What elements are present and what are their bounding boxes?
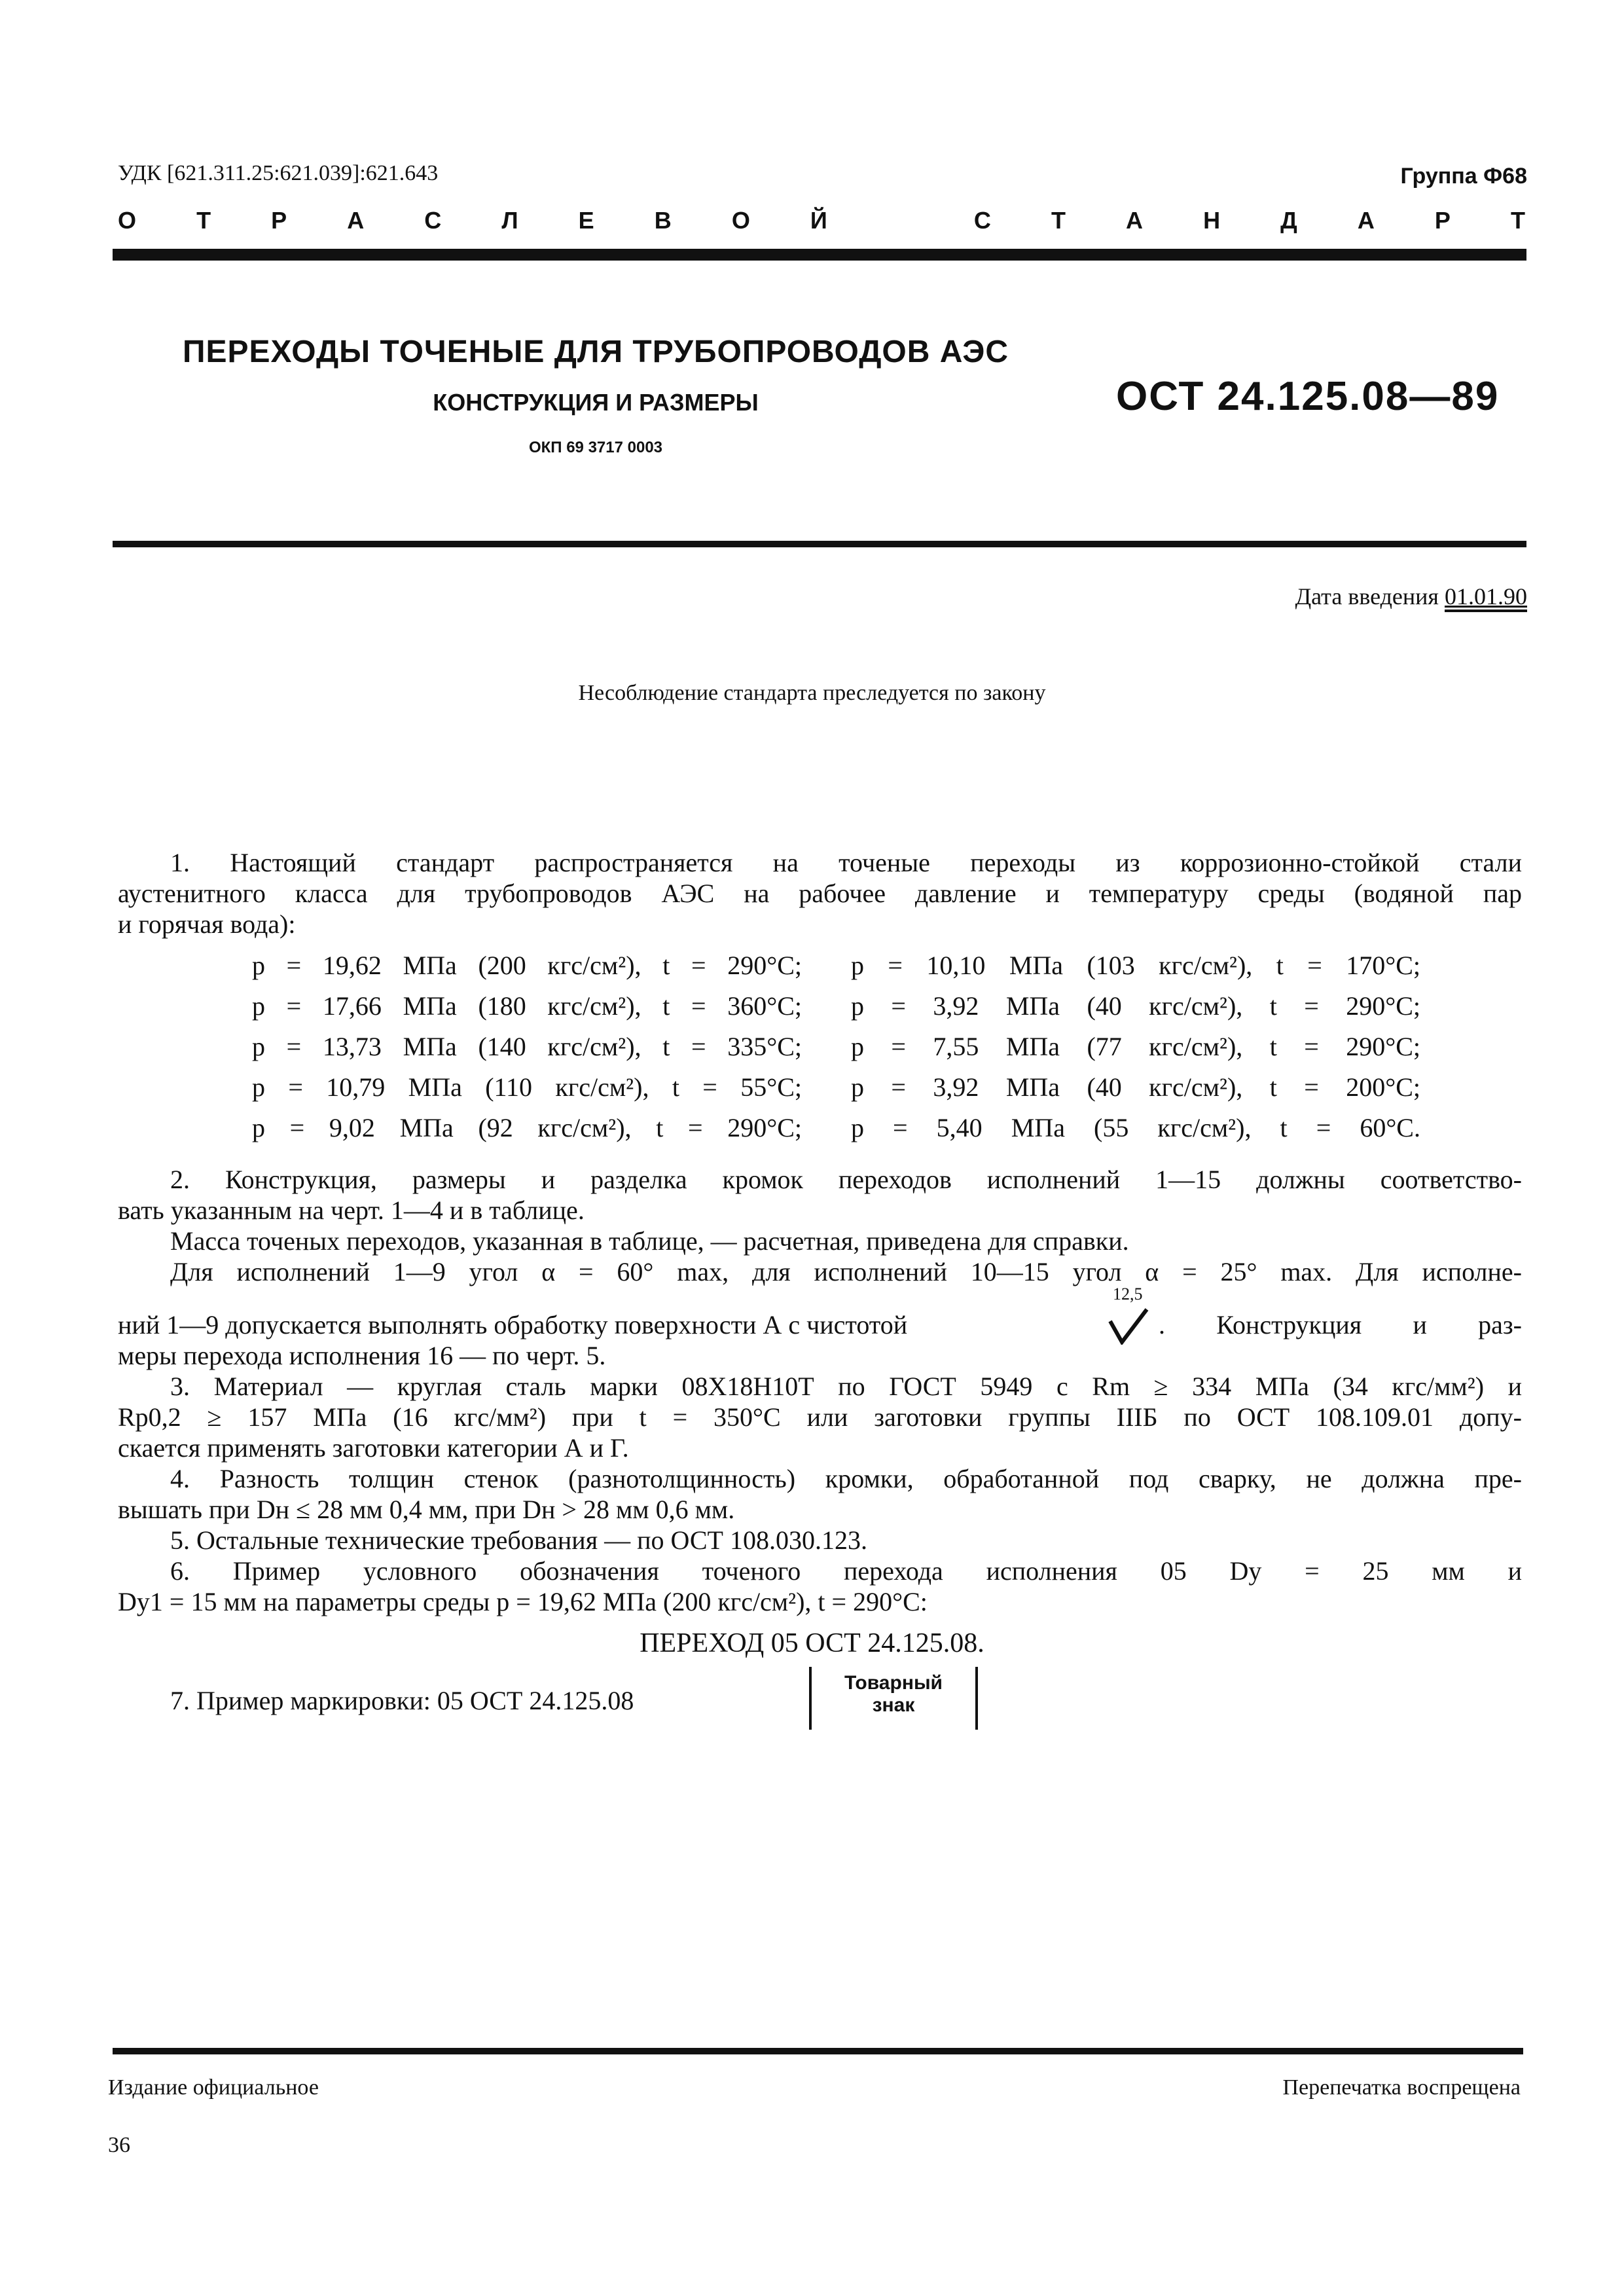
section-1-line: и горячая вода): (118, 909, 296, 939)
parameter-row: p = 3,92 МПа (40 кгс/см²), t = 290°С; (851, 991, 1420, 1021)
section-1-line: аустенитного класса для трубопроводов АЭС на рабочее давление и температуру среды (водяной пар (118, 879, 1522, 908)
document-subtitle: КОНСТРУКЦИЯ И РАЗМЕРЫ (433, 389, 759, 416)
official-edition-label: Издание официальное (108, 2075, 319, 2100)
page-number: 36 (108, 2133, 130, 2157)
banner-letter: О (118, 207, 137, 234)
parameter-row: p = 5,40 МПа (55 кгс/см²), t = 60°С. (851, 1113, 1420, 1142)
banner-letter: Н (1203, 207, 1221, 234)
banner-gap (888, 207, 914, 234)
banner-letter: Р (271, 207, 287, 234)
banner-letter: Т (196, 207, 211, 234)
banner-letter: Р (1434, 207, 1451, 234)
parameter-row: p = 17,66 МПа (180 кгс/см²), t = 360°С; (252, 991, 802, 1021)
banner-letter: О (731, 207, 750, 234)
date-value: 01.01.90 (1445, 583, 1527, 612)
banner-letter: В (654, 207, 672, 234)
trademark-line: Товарный (844, 1672, 943, 1694)
parameter-row: p = 10,79 МПа (110 кгс/см²), t = 55°С; (252, 1072, 802, 1102)
introduction-date (1295, 583, 1527, 610)
trademark-box (809, 1667, 978, 1730)
group-code: Группа Ф68 (1400, 164, 1527, 189)
section-2-line: вать указанным на черт. 1—4 и в таблице. (118, 1195, 585, 1225)
parameters-right-column (851, 945, 1420, 1148)
banner-letter: Т (1511, 207, 1525, 234)
banner-letter: Д (1280, 207, 1297, 234)
section-2-line: меры перехода исполнения 16 — по черт. 5. (118, 1341, 606, 1370)
section-5-line: 5. Остальные технические требования — по ОСТ 108.030.123. (170, 1525, 867, 1555)
legal-notice: Несоблюдение стандарта преследуется по закону (578, 681, 1046, 705)
parameter-row: p = 19,62 МПа (200 кгс/см²), t = 290°С; (252, 951, 802, 980)
date-label: Дата введения (1295, 583, 1439, 610)
header-rule (113, 249, 1526, 261)
surface-roughness-check-icon (1106, 1307, 1152, 1345)
section-3-line: 3. Материал — круглая сталь марки 08Х18Н10Т по ГОСТ 5949 с Rm ≥ 334 МПа (34 кгс/мм²) и (170, 1372, 1522, 1401)
section-6-line: Dу1 = 15 мм на параметры среды p = 19,62 МПа (200 кгс/см²), t = 290°С: (118, 1587, 928, 1616)
document-title: ПЕРЕХОДЫ ТОЧЕНЫЕ ДЛЯ ТРУБОПРОВОДОВ АЭС (182, 335, 1009, 369)
section-1-line: 1. Настоящий стандарт распространяется на точеные переходы из коррозионно-стойкой стали (170, 848, 1522, 877)
banner-letter: Й (810, 207, 827, 234)
section-3-line: Rp0,2 ≥ 157 МПа (16 кгс/мм²) при t = 350°С или заготовки группы IIIБ по ОСТ 108.109.01 допу- (118, 1402, 1522, 1432)
parameters-left-column (252, 945, 802, 1148)
banner-letter: Т (1051, 207, 1066, 234)
udk-code: УДК [621.311.25:621.039]:621.643 (118, 161, 439, 185)
section-2-line: ний 1—9 допускается выполнять обработку поверхности А с чистотой (118, 1310, 908, 1339)
okp-code: ОКП 69 3717 0003 (528, 439, 663, 456)
standard-banner (118, 207, 1525, 234)
footer-rule (113, 2048, 1523, 2054)
parameter-row: p = 9,02 МПа (92 кгс/см²), t = 290°С; (252, 1113, 802, 1142)
banner-letter: А (347, 207, 365, 234)
parameter-row: p = 3,92 МПа (40 кгс/см²), t = 200°С; (851, 1072, 1420, 1102)
designation-example: ПЕРЕХОД 05 ОСТ 24.125.08. (640, 1628, 984, 1658)
parameter-row: p = 10,10 МПа (103 кгс/см²), t = 170°С; (851, 951, 1420, 980)
parameter-row: p = 7,55 МПа (77 кгс/см²), t = 290°С; (851, 1032, 1420, 1061)
title-rule (113, 541, 1526, 547)
banner-letter: Е (578, 207, 594, 234)
banner-letter: А (1126, 207, 1144, 234)
standard-code: ОСТ 24.125.08—89 (1116, 374, 1500, 419)
section-2-line-end: . Конструкция и раз- (1159, 1310, 1522, 1339)
reprint-prohibited-label: Перепечатка воспрещена (1282, 2075, 1521, 2100)
banner-letter: Л (501, 207, 518, 234)
section-2-line: 2. Конструкция, размеры и разделка кромок переходов исполнений 1—15 должны соответство- (170, 1165, 1522, 1194)
section-2-line: Для исполнений 1—9 угол α = 60° max, для исполнений 10—15 угол α = 25° max. Для исполне- (170, 1257, 1522, 1286)
section-2-line: Масса точеных переходов, указанная в таблице, — расчетная, приведена для справки. (170, 1226, 1129, 1256)
section-6-line: 6. Пример условного обозначения точеного перехода исполнения 05 Dу = 25 мм и (170, 1556, 1522, 1586)
parameter-row: p = 13,73 МПа (140 кгс/см²), t = 335°С; (252, 1032, 802, 1061)
section-4-line: вышать при Dн ≤ 28 мм 0,4 мм, при Dн > 28 мм 0,6 мм. (118, 1495, 735, 1524)
banner-letter: С (973, 207, 991, 234)
trademark-line: знак (872, 1694, 915, 1716)
roughness-value: 12,5 (1113, 1285, 1143, 1303)
marking-example: 7. Пример маркировки: 05 ОСТ 24.125.08 (170, 1686, 634, 1715)
section-4-line: 4. Разность толщин стенок (разнотолщинность) кромки, обработанной под сварку, не должна пре- (170, 1464, 1522, 1493)
section-3-line: скается применять заготовки категории А и Г. (118, 1433, 629, 1463)
banner-letter: С (424, 207, 442, 234)
banner-letter: А (1357, 207, 1375, 234)
